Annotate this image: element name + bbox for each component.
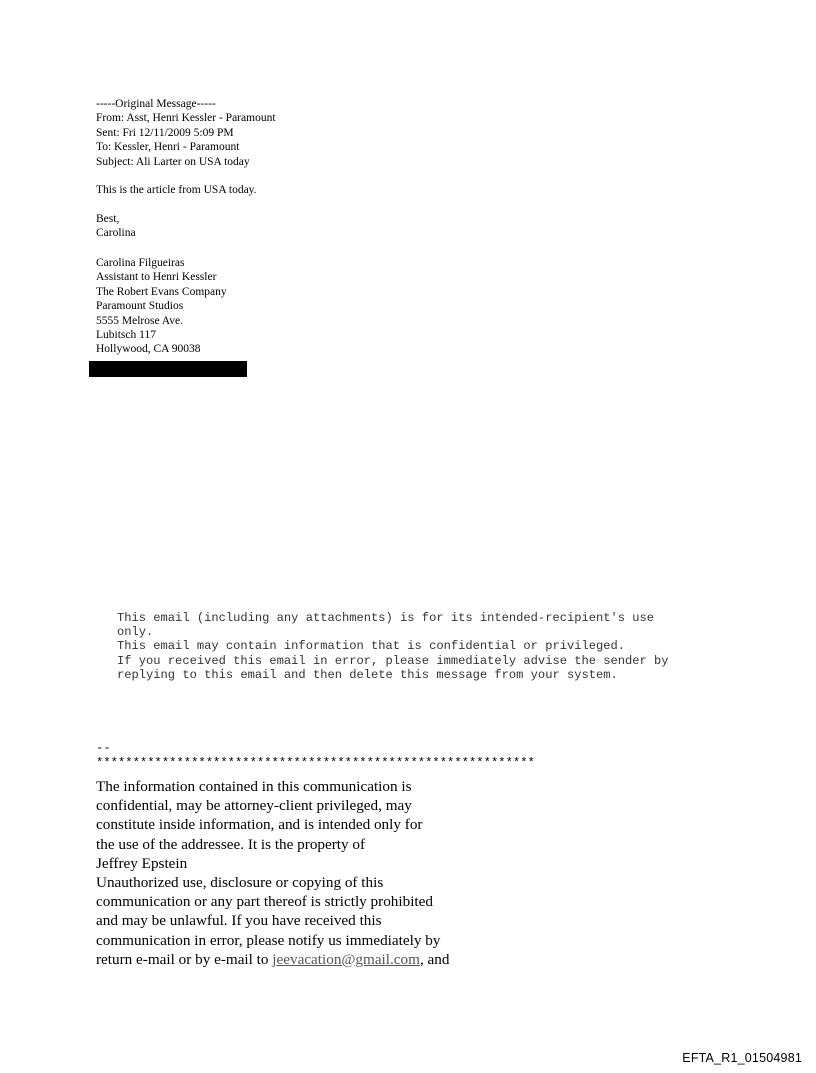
notice-line: the use of the addressee. It is the property of bbox=[96, 835, 366, 853]
notice-line: constitute inside information, and is intended only for bbox=[96, 816, 423, 834]
signature-dashes: -- bbox=[96, 741, 111, 755]
email-link[interactable]: jeevacation@gmail.com bbox=[272, 950, 420, 968]
from-line: From: Asst, Henri Kessler - Paramount bbox=[96, 112, 276, 125]
redaction-bar bbox=[89, 361, 247, 377]
message-body bbox=[96, 183, 257, 197]
notice-line: confidential, may be attorney-client privileged, may bbox=[96, 797, 412, 815]
signature-company: The Robert Evans Company bbox=[96, 285, 227, 298]
to-line: To: Kessler, Henri - Paramount bbox=[96, 141, 240, 154]
footer-separator bbox=[96, 741, 535, 771]
signature-name: Carolina Filgueiras bbox=[96, 257, 185, 269]
signature-street: 5555 Melrose Ave. bbox=[96, 314, 183, 327]
disclaimer-line: This email (including any attachments) is for its intended-recipient's use bbox=[117, 611, 655, 625]
disclaimer-line: This email may contain information that is confidential or privileged. bbox=[117, 639, 626, 654]
notice-contact-suffix: , and bbox=[419, 950, 450, 968]
disclaimer-line: If you received this email in error, please immediately advise the sender by bbox=[117, 653, 669, 668]
email-signature bbox=[96, 256, 227, 357]
signoff bbox=[96, 212, 136, 241]
notice-contact-prefix: return e-mail or by e-mail to bbox=[96, 950, 273, 968]
notice-line: and may be unlawful. If you have received this bbox=[96, 912, 382, 930]
notice-line: communication or any part thereof is strictly prohibited bbox=[96, 893, 433, 911]
document-id: EFTA_R1_01504981 bbox=[682, 1051, 802, 1065]
original-message-separator: -----Original Message----- bbox=[96, 98, 216, 110]
subject-line: Subject: Ali Larter on USA today bbox=[96, 155, 250, 168]
notice-line: Unauthorized use, disclosure or copying of this bbox=[96, 874, 384, 892]
notice-line: Jeffrey Epstein bbox=[96, 854, 188, 872]
notice-line: communication in error, please notify us immediately by bbox=[96, 931, 441, 949]
sender-first-name: Carolina bbox=[96, 227, 136, 240]
intro-text: This is the article from USA today. bbox=[96, 184, 257, 196]
signature-title: Assistant to Henri Kessler bbox=[96, 271, 217, 284]
closing-text: Best, bbox=[96, 213, 120, 225]
signature-city: Hollywood, CA 90038 bbox=[96, 343, 201, 356]
sent-line: Sent: Fri 12/11/2009 5:09 PM bbox=[96, 126, 234, 139]
asterisk-rule: ************************************************************ bbox=[96, 756, 535, 770]
notice-line: The information contained in this communication is bbox=[96, 778, 412, 795]
signature-studio: Paramount Studios bbox=[96, 300, 184, 313]
signature-building: Lubitsch 117 bbox=[96, 329, 156, 342]
disclaimer-line: only. bbox=[117, 625, 154, 640]
notice-line-contact bbox=[96, 950, 449, 969]
confidentiality-disclaimer bbox=[117, 611, 669, 682]
original-message-header bbox=[96, 97, 276, 169]
disclaimer-line: replying to this email and then delete this message from your system. bbox=[117, 667, 618, 682]
legal-notice bbox=[96, 777, 449, 969]
